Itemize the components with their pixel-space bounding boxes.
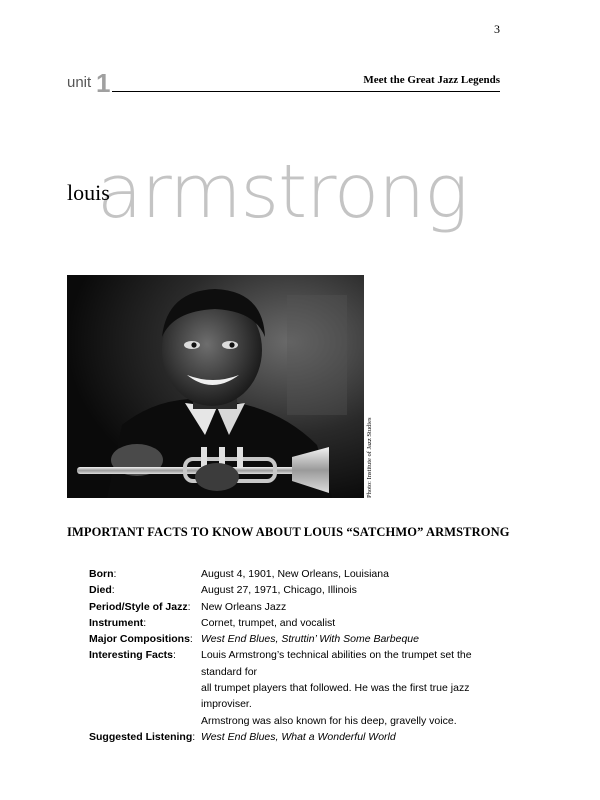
page-number: 3 [494, 22, 500, 36]
section-heading: IMPORTANT FACTS TO KNOW ABOUT LOUIS “SATCHMO” ARMSTRONG [67, 525, 510, 539]
header-rule [112, 91, 500, 92]
fact-row-interesting-cont [89, 680, 509, 713]
facts-list [89, 566, 509, 745]
fact-row-period [89, 599, 509, 615]
fact-value: Armstrong was also known for his deep, gravelly voice. [201, 714, 457, 727]
fact-row-born [89, 566, 509, 582]
fact-row-listening [89, 729, 509, 745]
fact-value: all trumpet players that followed. He was the first true jazz improviser. [201, 682, 470, 711]
photo-credit: Photo: Institute of Jazz Studies [366, 417, 373, 498]
first-name-title: louis [67, 180, 110, 205]
unit-header [67, 68, 500, 98]
fact-label: Died: [89, 584, 115, 597]
fact-label [89, 713, 201, 729]
fact-value: August 27, 1971, Chicago, Illinois [201, 584, 357, 597]
fact-row-interesting [89, 647, 509, 680]
fact-value: Louis Armstrong’s technical abilities on the trumpet set the standard for [201, 649, 472, 678]
unit-number: 1 [96, 68, 111, 98]
fact-value: August 4, 1901, New Orleans, Louisiana [201, 568, 389, 580]
fact-label: Born: [89, 568, 117, 580]
fact-row-died [89, 582, 509, 598]
fact-label [89, 680, 201, 713]
fact-row-compositions [89, 631, 509, 647]
fact-row-interesting-cont [89, 713, 509, 729]
fact-value: West End Blues, Struttin’ With Some Barbeque [201, 633, 419, 646]
name-title [67, 150, 500, 250]
unit-label: unit [67, 74, 92, 91]
fact-label: Suggested Listening: [89, 730, 196, 743]
header-title: Meet the Great Jazz Legends [363, 74, 500, 86]
fact-label: Period/Style of Jazz: [89, 600, 191, 613]
fact-label: Major Compositions: [89, 633, 193, 646]
portrait-photo [67, 275, 364, 498]
fact-label: Interesting Facts: [89, 649, 176, 662]
fact-label: Instrument: [89, 616, 147, 629]
fact-value: West End Blues, What a Wonderful World [201, 730, 396, 743]
fact-value: New Orleans Jazz [201, 600, 287, 613]
fact-row-instrument [89, 615, 509, 631]
fact-value: Cornet, trumpet, and vocalist [201, 616, 336, 629]
last-name-title: armstrong [97, 149, 468, 235]
